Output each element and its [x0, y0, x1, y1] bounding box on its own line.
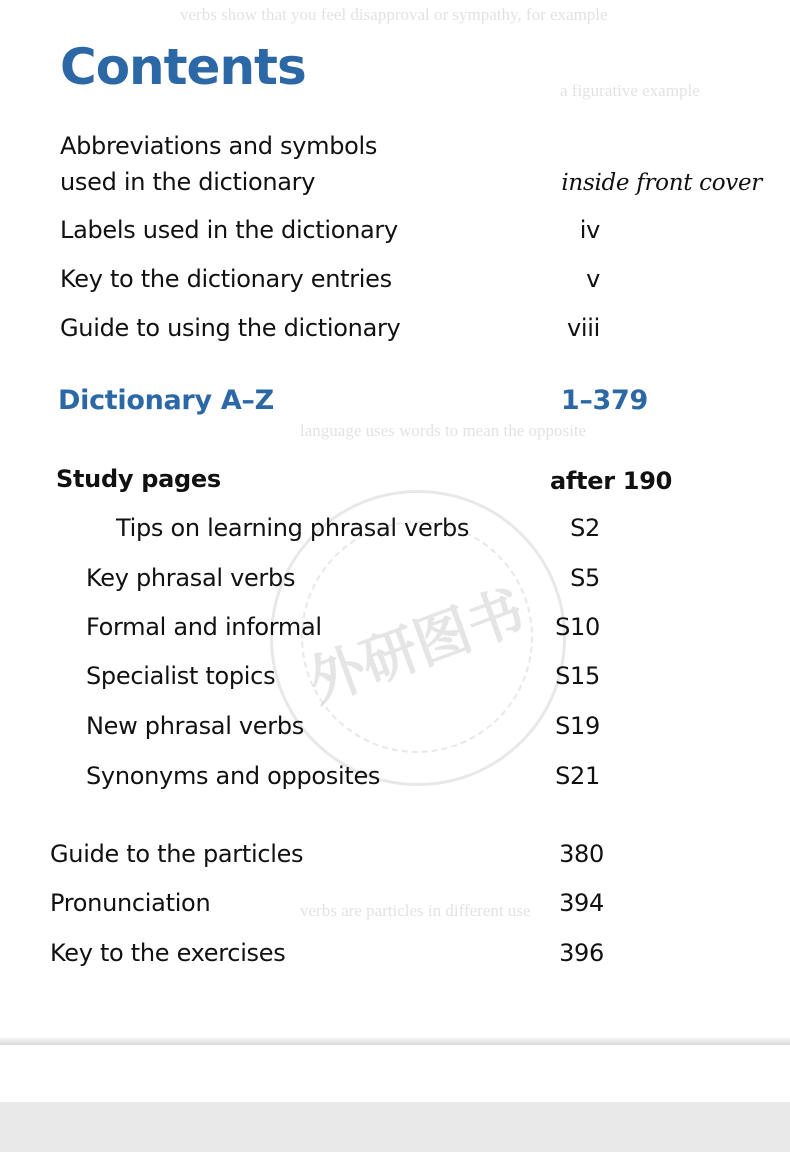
entry-study-pages: Study pages [56, 465, 221, 493]
show-through-text: a figurative example [560, 81, 700, 100]
entry-labels-page: iv [579, 216, 600, 244]
study-item-new-phrasal-verbs-page: S19 [555, 712, 600, 740]
entry-guide: Guide to using the dictionary [60, 314, 401, 342]
entry-particles: Guide to the particles [50, 840, 304, 868]
study-item-tips: Tips on learning phrasal verbs [116, 514, 470, 542]
watermark-seal: 外研图书 [270, 490, 566, 786]
entry-abbreviations-page: inside front cover [561, 170, 762, 196]
bottom-band [0, 1102, 790, 1152]
entry-abbreviations-line1: Abbreviations and symbols [60, 132, 378, 160]
entry-labels: Labels used in the dictionary [60, 216, 398, 244]
entry-dictionary-page: 1–379 [560, 385, 648, 416]
study-item-key-phrasal-verbs-page: S5 [570, 564, 600, 592]
show-through-text: verbs are particles in different use [300, 901, 531, 920]
entry-exercises-page: 396 [559, 939, 604, 967]
study-item-synonyms-page: S21 [555, 762, 600, 790]
page-title: Contents [60, 38, 306, 96]
show-through-text: verbs show that you feel disapproval or sympathy, for example [180, 5, 608, 24]
entry-particles-page: 380 [559, 840, 604, 868]
show-through-text: language uses words to mean the opposite [300, 421, 587, 440]
entry-dictionary: Dictionary A–Z [58, 385, 274, 416]
entry-abbreviations-line2: used in the dictionary [60, 168, 316, 196]
study-item-formal-informal: Formal and informal [86, 613, 322, 641]
study-item-synonyms: Synonyms and opposites [86, 762, 381, 790]
entry-exercises: Key to the exercises [50, 939, 286, 967]
entry-study-pages-page: after 190 [550, 467, 672, 495]
study-item-specialist-topics-page: S15 [555, 662, 600, 690]
study-item-formal-informal-page: S10 [555, 613, 600, 641]
entry-key-page: v [586, 265, 600, 293]
entry-key: Key to the dictionary entries [60, 265, 392, 293]
entry-guide-page: viii [566, 314, 600, 342]
study-item-new-phrasal-verbs: New phrasal verbs [86, 712, 304, 740]
study-item-key-phrasal-verbs: Key phrasal verbs [86, 564, 296, 592]
page-edge-shadow [0, 1036, 790, 1045]
study-item-tips-page: S2 [570, 514, 600, 542]
entry-pronunciation: Pronunciation [50, 889, 211, 917]
entry-pronunciation-page: 394 [559, 889, 604, 917]
study-item-specialist-topics: Specialist topics [86, 662, 276, 690]
